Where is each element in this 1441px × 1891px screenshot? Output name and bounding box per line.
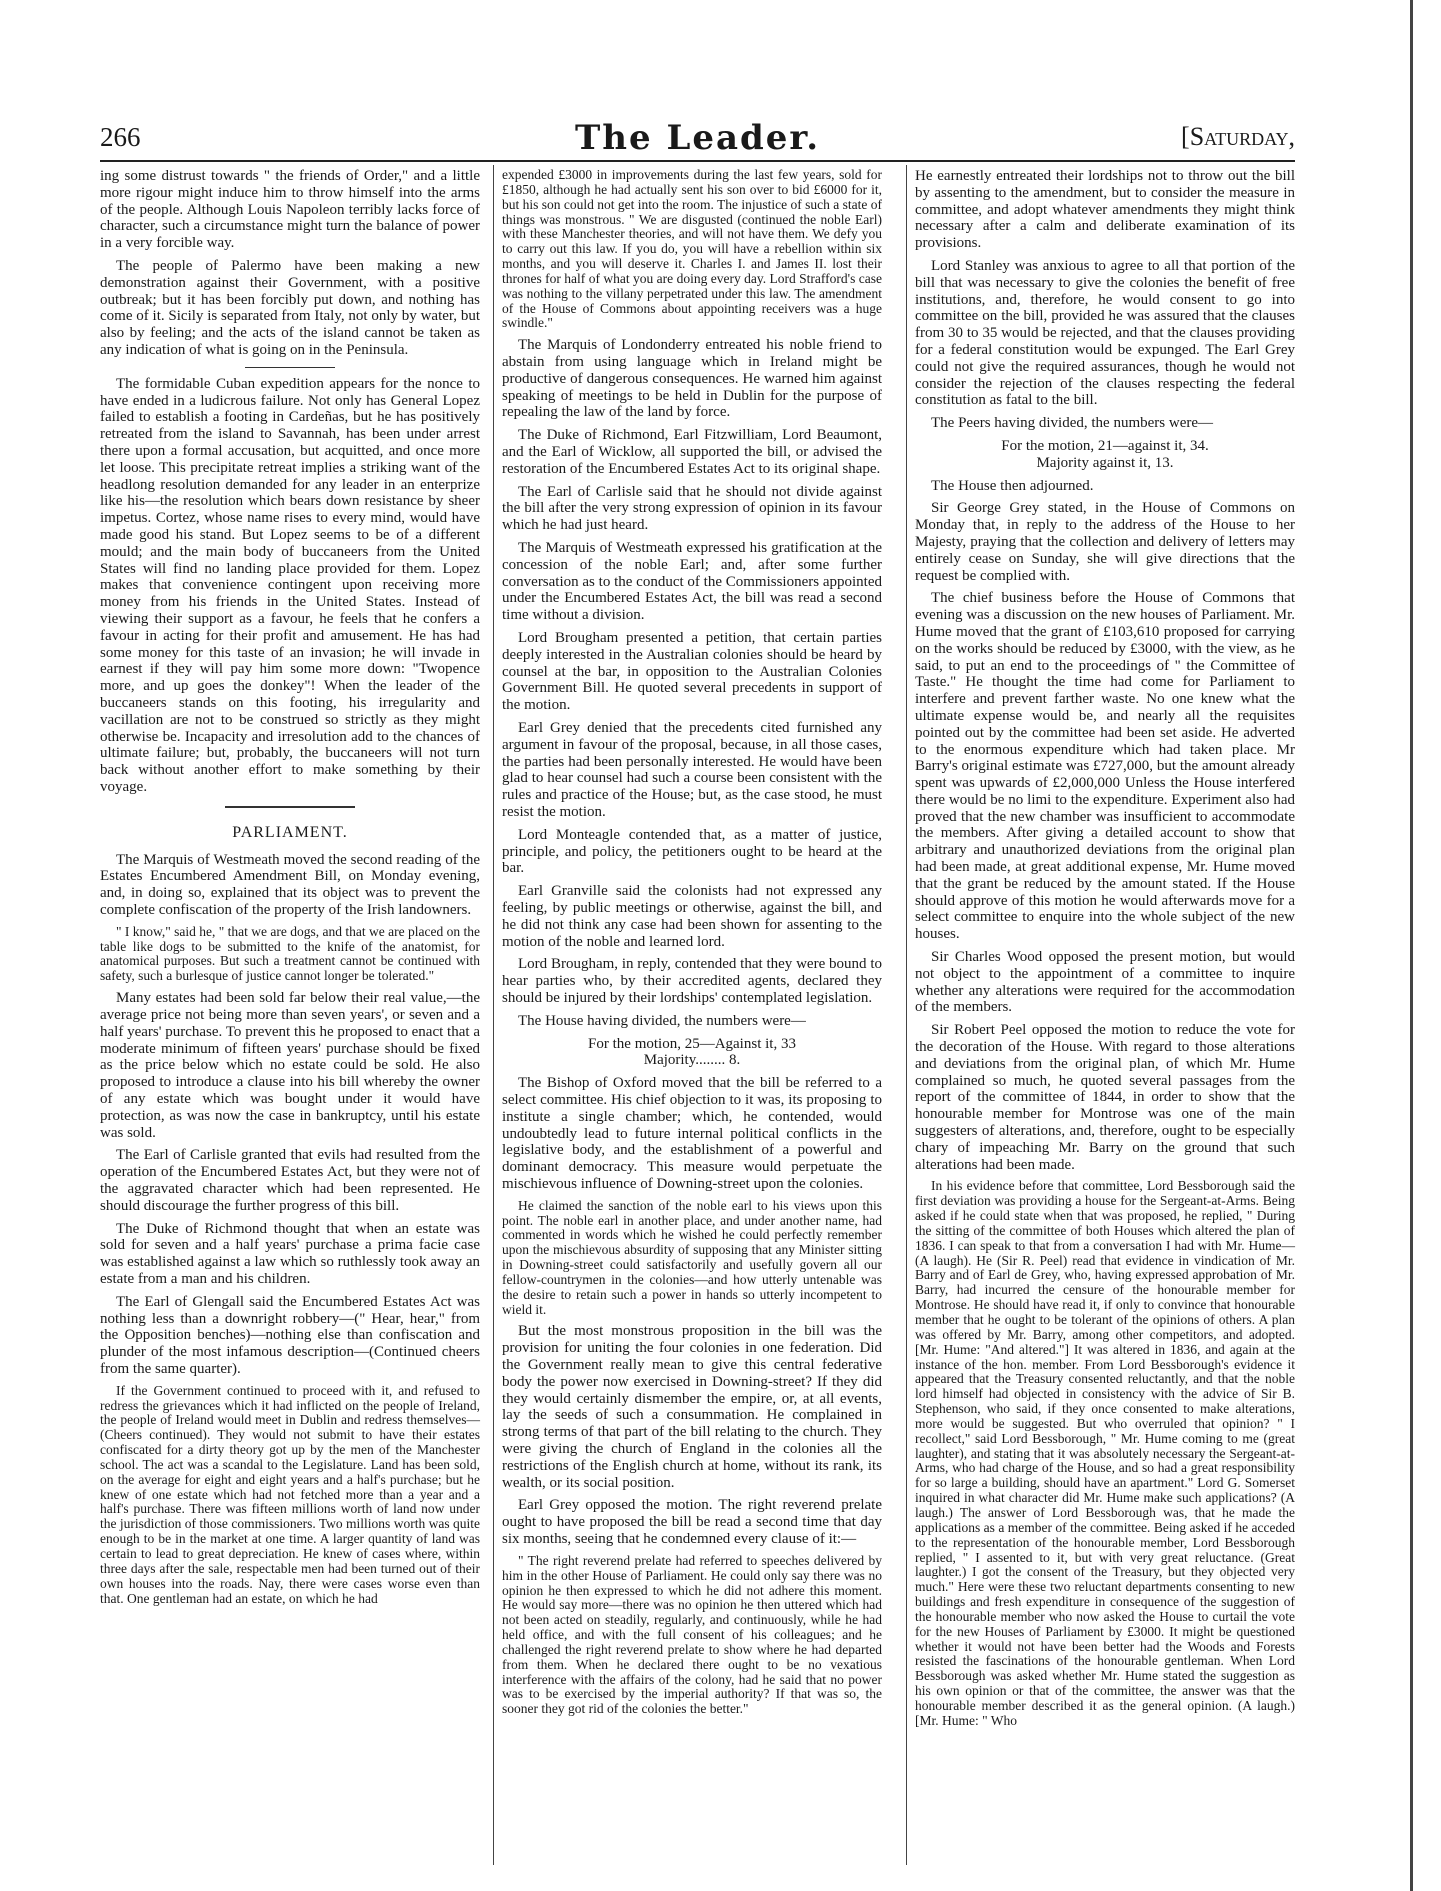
paragraph: The Earl of Carlisle said that he should not divide against the bill after the very strong expression of opinion in its favour which he had just heard. xyxy=(502,483,882,534)
division-majority: Majority........ 8. xyxy=(643,1052,741,1069)
page-number: 266 xyxy=(100,122,141,152)
paragraph: Earl Grey opposed the motion. The right reverend prelate ought to have proposed the bill be read a second time that day six months, seeing that he condemned every clause of it:— xyxy=(502,1497,882,1548)
page-edge xyxy=(1410,0,1413,1891)
column-3 xyxy=(915,168,1295,1735)
paragraph: The people of Palermo have been making a new demonstration against their Government, with a positive outbreak; but it has been forcibly put down, and nothing has come of it. Sicily is separated from Italy, not only by water, but also by feeling; and the acts of the island cannot be taken as any indication of what is going on in the Peninsula. xyxy=(100,257,480,358)
paragraph: Lord Stanley was anxious to agree to all that portion of the bill that was necessary to give the colonies the benefit of free institutions, and, therefore, he would consent to go into committee on the bill, provided he was assured that the clauses from 30 to 35 would be rejected, and that the clauses providing for a federal constitution would be expunged. The Earl Grey could not give the required assurances, though he would not consider the rejection of the clauses respecting the federal constitution as fatal to the bill. xyxy=(915,257,1295,409)
column-1 xyxy=(100,168,480,1612)
paragraph: He earnestly entreated their lordships not to throw out the bill by assenting to the amendment, but to consider the measure in committee, and adopt whatever amendments they might think necessary after a calm and deliberate examination of its provisions. xyxy=(915,168,1295,252)
paragraph: Lord Brougham presented a petition, that certain parties deeply interested in the Australian colonies should be heard by counsel at the bar, in opposition to the Australian Colonies Government Bill. He quoted several precedents in support of the motion. xyxy=(502,630,882,714)
quotation: " I know," said he, " that we are dogs, and that we are placed on the table like dogs to be submitted to the knife of the anatomist, for anatomical purposes. But such a treatment cannot be continued with safety, such a burlesque of justice cannot longer be tolerated." xyxy=(100,923,480,984)
paragraph: The formidable Cuban expedition appears for the nonce to have ended in a ludicrous failure. Not only has General Lopez failed to establish a footing in Cardeñas, but he has positively retreated from the island to Savannah, has been under arrest there upon a formal accusation, but acquitted, and once more let loose. This precipitate retreat implies a striking want of the headlong resolution demanded for any leader in an enterprize like his—the resolution which bears down resistance by sheer impetus. Cortez, whose name rises to every mind, would have made good his stand. But Lopez seems to be of a different mould; and the main body of buccaneers from the United States will find no landing place provided for them. Lopez makes that convenience contingent upon receiving more money from his friends in the United States. Instead of viewing their support as a favour, he feels that he confers a favour in acting for their profit and amusement. He has had some money for this taste of an invasion; he will invade in earnest if they will pay him some more down: "Twopence more, and up goes the donkey"! When the leader of the buccaneers stands on this footing, his irregularity and vacillation are not to be construed so strictly as they might otherwise be. Incapacity and irresolution add to the chances of ultimate failure; but, probably, the buccaneers will not turn back without another effort to make something by their voyage. xyxy=(100,375,480,795)
paragraph: The Duke of Richmond, Earl Fitzwilliam, Lord Beaumont, and the Earl of Wicklow, all supported the bill, or advised the restoration of the Encumbered Estates Act to its original shape. xyxy=(502,427,882,477)
paragraph: Many estates had been sold far below their real value,—the average price not being more than seven years', or seven and a half years' purchase. To prevent this he proposed to enact that a moderate minimum of fifteen years' purchase should be fixed as the price below which no estate could be sold. He also proposed to introduce a clause into his bill whereby the owner of any estate which was bought under it would have protection, as was now the case in bankruptcy, until his estate was sold. xyxy=(100,990,480,1141)
paragraph: Earl Granville said the colonists had not expressed any feeling, by public meetings or otherwise, against the bill, and he did not think any case had been shown for assenting to the motion of the noble and learned lord. xyxy=(502,883,882,950)
division-result: For the motion, 25—Against it, 33 xyxy=(588,1035,796,1052)
newspaper-title: The Leader. xyxy=(574,118,821,158)
masthead xyxy=(100,118,1295,158)
paragraph: Sir George Grey stated, in the House of Commons on Monday that, in reply to the address of the House to her Majesty, praying that the collection and delivery of letters may entirely cease on Sunday, she will give directions that the request be complied with. xyxy=(915,500,1295,584)
section-separator xyxy=(245,367,335,368)
header-rule xyxy=(100,160,1295,162)
paragraph: The Earl of Carlisle granted that evils had resulted from the operation of the Encumbered Estates Act, but they were not of the aggravated character which had been represented. He should discourage the further progress of this bill. xyxy=(100,1147,480,1214)
column-divider xyxy=(493,165,494,1865)
division-result: For the motion, 21—against it, 34. xyxy=(1001,437,1209,454)
section-heading: PARLIAMENT. xyxy=(232,823,348,841)
paragraph: Sir Charles Wood opposed the present motion, but would not object to the appointment of a committee to inquire whether any alterations were required for the accommodation of the members. xyxy=(915,949,1295,1016)
section-rule xyxy=(225,806,355,808)
paragraph: Sir Robert Peel opposed the motion to reduce the vote for the decoration of the House. With regard to those alterations and deviations from the original plan, of which Mr. Hume complained so much, he quoted several passages from the report of the committee of 1844, in order to show that the honourable member for Montrose was one of the main suggesters of alterations, and, therefore, ought to be especially chary of impeaching Mr. Barry on the ground that such alterations had been made. xyxy=(915,1022,1295,1173)
paragraph: Lord Monteagle contended that, as a matter of justice, principle, and policy, the petitioners ought to be heard at the bar. xyxy=(502,826,882,877)
paragraph: The Peers having divided, the numbers were— xyxy=(931,415,1214,432)
column-2 xyxy=(502,168,882,1723)
paragraph: But the most monstrous proposition in the bill was the provision for uniting the four colonies in one federation. Did the Government really mean to give this central federative body the power now exercised in Downing-street? If they did they would certainly dismember the empire, or, at all events, lay the seeds of such a consummation. He complained in strong terms of that part of the bill relating to the church. They were giving the church of England in the colonies all the restrictions of the English church at home, without its rank, its wealth, or its social position. xyxy=(502,1323,882,1491)
division-majority: Majority against it, 13. xyxy=(1036,454,1174,471)
paragraph: In his evidence before that committee, Lord Bessborough said the first deviation was providing a house for the Sergeant-at-Arms. Being asked if he could state when that was proposed, he replied, " During the sitting of the committee of both Houses which altered the plan of 1836. I can speak to that from a conversation I had with Mr. Hume—(A laugh). He (Sir R. Peel) read that evidence in vindication of Mr. Barry and of Earl de Grey, who, having expressed approbation of Mr. Barry, had incurred the censure of the honourable member for Montrose. He should have read it, if only to convince that honourable member that he ought to be tolerant of the opinions of others. A plan was offered by Mr. Barry, among other competitors, and adopted. [Mr. Hume: "And altered."] It was altered in 1836, and again at the instance of the hon. member. From Lord Bessborough's evidence it appeared that the Treasury consented reluctantly, and that the noble lord himself had objected in consistency with the advice of Sir B. Stephenson, who said, if they once consented to make alterations, more would be suggested. But who overruled that opinion? " I recollect," said Lord Bessborough, " Mr. Hume coming to me (great laughter), and stating that it was absolutely necessary the Sergeant-at-Arms, who had charge of the House, and so had a great responsibility for so large a building, should have an apartment." Lord G. Somerset inquired in what character did Mr. Hume make such applications? (A laugh.) The answer of Lord Bessborough was, that he made the applications as a member of the committee. Being asked if he acceded to the representation of the honourable member, Lord Bessborough replied, " I assented to it, but with very great reluctance. (Great laughter.) I got the consent of the Treasury, but they objected very much." Here were these two reluctant departments consenting to new buildings and fresh expenditure in consequence of the suggestion of the honourable member who now asked the House to curtail the vote for the new Houses of Parliament by £3000. It might be questioned whether it would not have been better had the Woods and Forests resisted the fascinations of the honourable gentleman. When Lord Bessborough was asked whether Mr. Hume stated the suggestion as his own opinion or that of the committee, the answer was that the honourable member described it as the general opinion. (A laugh.) [Mr. Hume: " Who xyxy=(915,1178,1295,1728)
paragraph: The House then adjourned. xyxy=(931,477,1094,494)
paragraph: The Earl of Glengall said the Encumbered Estates Act was nothing less than a downright robbery—(" Hear, hear," from the Opposition benches)—nothing else than confiscation and plunder of the most infamous description—(Continued cheers from the same quarter). xyxy=(100,1293,480,1377)
paragraph: The Bishop of Oxford moved that the bill be referred to a select committee. His chief objection to it was, its proposing to institute a single chamber; which, he contended, would undoubtedly lead to future internal political conflicts in the legislative body, and the establishment of a powerful and dominant democracy. This measure would perpetuate the mischievous influence of Downing-street upon the colonies. xyxy=(502,1075,882,1192)
paragraph: ing some distrust towards " the friends of Order," and a little more rigour might induce him to throw himself into the arms of the people. Although Louis Napoleon terribly lacks force of character, such a circumstance might turn the balance of power in a very forcible way. xyxy=(100,168,480,252)
paragraph: The Duke of Richmond thought that when an estate was sold for seven and a half years' purchase a prima facie case was established against a law which so ruthlessly took away an estate from a man and his children. xyxy=(100,1220,480,1287)
quotation: He claimed the sanction of the noble earl to his views upon this point. The noble earl in another place, and under another name, had commented in words which he wished he could perfectly remember upon the mischievous absurdity of supposing that any Minister sitting in Downing-street could satisfactorily and usefully govern all our fellow-countrymen in the colonies—and how utterly untenable was the desire to retain such a power in hands so utterly incompetent to wield it. xyxy=(502,1197,882,1317)
paragraph: The chief business before the House of Commons that evening was a discussion on the new houses of Parliament. Mr. Hume moved that the grant of £103,610 proposed for carrying on the works should be reduced by £3000, with the view, as he said, to put an end to the proceedings of " the Committee of Taste." He thought the time had come for Parliament to interfere and prevent farther waste. No one knew what the ultimate expense would be, and nearly all the requisites pointed out by the committee had been set aside. He adverted to the enormous expenditure which had taken place. Mr Barry's original estimate was £727,000, but the amount already spent was upwards of £2,000,000 Unless the House interfered there would be no limi to the expenditure. Experiment also had proved that the new chamber was insufficient to accommodate the members. After giving a detailed account to show that arbitrary and unauthorized deviations from the original plan had been made, at great additional expense, Mr. Hume moved that the grant be reduced by the amount stated. If the House should approve of this motion he would afterwards move for a select committee to enquire into the whole subject of the new houses. xyxy=(915,590,1295,943)
paragraph: The Marquis of Londonderry entreated his noble friend to abstain from using language which in Ireland might be productive of dangerous consequences. He warned him against speaking of meetings to be held in Dublin for the purpose of repealing the law of the land by force. xyxy=(502,337,882,421)
paragraph: Lord Brougham, in reply, contended that they were bound to hear parties who, by their accredited agents, declared they should be injured by their lordships' contemplated legislation. xyxy=(502,956,882,1006)
issue-day: [Saturday, xyxy=(1181,122,1295,151)
paragraph: The House having divided, the numbers were— xyxy=(518,1012,806,1029)
quotation: " The right reverend prelate had referred to speeches delivered by him in the other House of Parliament. He could only say there was no opinion he then expressed to which he did not adhere this moment. He would say more—there was no opinion he then uttered which had not been acted on steadily, regularly, and continuously, while he had held office, and with the full consent of his colleagues; and he challenged the right reverend prelate to show where he had departed from them. When he declared there ought to be no vexatious interference with the affairs of the colony, had he said that no power was to be exercised by the imperial authority? If that was so, the sooner they got rid of the colonies the better." xyxy=(502,1552,882,1717)
paragraph: Earl Grey denied that the precedents cited furnished any argument in favour of the proposal, because, in all those cases, the parties had been personally interested. He would have been glad to hear counsel had such a course been consistent with the rules and practice of the House; but, as the case stood, he must resist the motion. xyxy=(502,720,882,820)
paragraph: The Marquis of Westmeath expressed his gratification at the concession of the noble Earl; and, after some further conversation as to the conduct of the Commissioners appointed under the Encumbered Estates Act, the bill was read a second time without a division. xyxy=(502,540,882,624)
paragraph: The Marquis of Westmeath moved the second reading of the Estates Encumbered Amendment Bill, on Monday evening, and, in doing so, explained that its object was to prevent the complete confiscation of the property of the Irish landowners. xyxy=(100,851,480,918)
quotation: If the Government continued to proceed with it, and refused to redress the grievances which it had inflicted on the people of Ireland, the people of Ireland would meet in Dublin and redress themselves—(Cheers continued). They would not submit to have their estates confiscated for a dirty theory got up by the men of the Manchester school. The act was a scandal to the Legislature. Land has been sold, on the average for eight and eight years and a half's purchase; but he knew of one estate which had not fetched more than a year and a half's purchase. There was fifteen millions worth of land now under the jurisdiction of those commissioners. Two millions worth was quite enough to be in the market at one time. A larger quantity of land was certain to lead to great depreciation. He knew of cases where, within three days after the sale, respectable men had been turned out of their own houses into the roads. Nay, there were cases worse even than that. One gentleman had an estate, on which he had xyxy=(100,1382,480,1606)
quotation: expended £3000 in improvements during the last few years, sold for £1850, although he had actually sent his son over to bid £6000 for it, but his son could not get into the room. The injustice of such a state of things was monstrous. " We are disgusted (continued the noble Earl) with these Manchester theories, and will not have them. We defy you to carry out this law. If you do, you will have a rebellion within six months, and you will deserve it. Charles I. and James II. lost their thrones for half of what you are doing every day. Lord Strafford's case was nothing to the villany perpetrated under this law. The amendment of the House of Commons about appointing receivers was a huge swindle." xyxy=(502,167,882,331)
column-divider xyxy=(906,165,907,1865)
